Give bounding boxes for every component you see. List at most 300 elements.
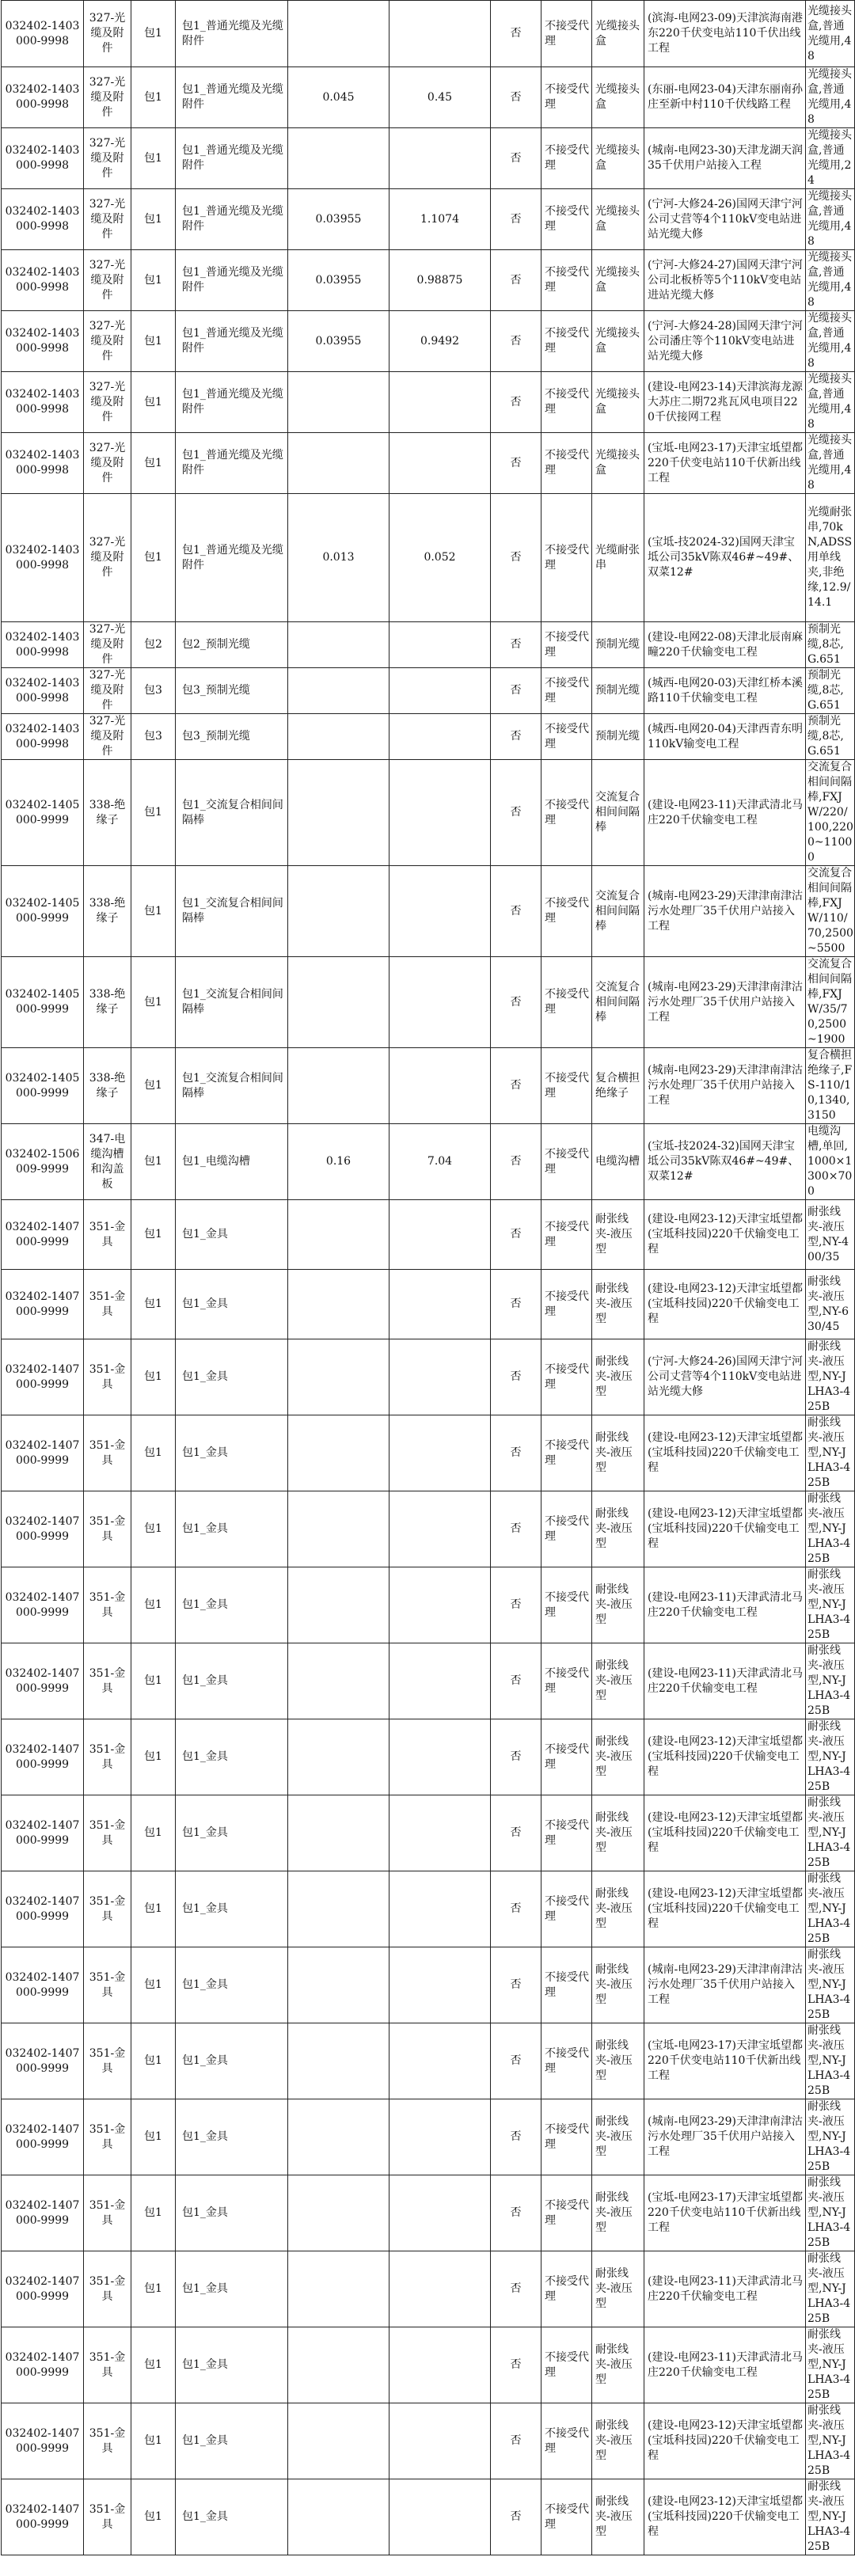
cell-itemtype: 耐张线夹-液压型: [592, 2403, 644, 2479]
cell-pkg: 包1_金具: [176, 2251, 288, 2327]
cell-flag: 否: [491, 2023, 542, 2099]
cell-project: (宝坻-电网23-17)天津宝坻望都220千伏变电站110千伏新出线工程: [644, 2175, 806, 2251]
cell-method: 不接受代理: [542, 1871, 592, 1947]
cell-code: 032402-1405000-9999: [2, 1048, 84, 1124]
cell-code: 032402-1407000-9999: [2, 2099, 84, 2175]
cell-flag: 否: [491, 1415, 542, 1491]
cell-project: (城南-电网23-29)天津津南津沽污水处理厂35千伏用户站接入工程: [644, 2099, 806, 2175]
cell-itemtype: 光缆接头盒: [592, 67, 644, 128]
cell-spec: 光缆接头盒,普通光缆用,48: [806, 1, 855, 67]
cell-code: 032402-1407000-9999: [2, 2479, 84, 2555]
cell-spec: 耐张线夹-液压型,NY-400/35: [806, 1200, 855, 1270]
cell-project: (城西-电网20-04)天津西青东明110kV输变电工程: [644, 714, 806, 760]
cell-q2: [390, 1200, 491, 1270]
cell-bao: 包1: [131, 1048, 176, 1124]
cell-name: 351-金具: [84, 1643, 131, 1719]
cell-name: 327-光缆及附件: [84, 668, 131, 714]
cell-method: 不接受代理: [542, 1947, 592, 2023]
cell-method: 不接受代理: [542, 1643, 592, 1719]
cell-q2: [390, 1871, 491, 1947]
cell-flag: 否: [491, 1947, 542, 2023]
cell-flag: 否: [491, 2327, 542, 2403]
cell-q1: [288, 2251, 390, 2327]
cell-method: 不接受代理: [542, 372, 592, 433]
cell-spec: 耐张线夹-液压型,NY-JLHA3-425B: [806, 2023, 855, 2099]
cell-method: 不接受代理: [542, 1, 592, 67]
cell-itemtype: 光缆接头盒: [592, 1, 644, 67]
cell-bao: 包1: [131, 250, 176, 311]
cell-q1: [288, 622, 390, 668]
cell-pkg: 包1_普通光缆及光缆附件: [176, 433, 288, 494]
cell-q2: [390, 622, 491, 668]
cell-itemtype: 光缆接头盒: [592, 250, 644, 311]
cell-q2: [390, 714, 491, 760]
cell-itemtype: 耐张线夹-液压型: [592, 1719, 644, 1795]
table-row: [2, 622, 855, 668]
cell-bao: 包1: [131, 2251, 176, 2327]
cell-itemtype: 光缆接头盒: [592, 311, 644, 372]
cell-code: 032402-1403000-9998: [2, 67, 84, 128]
cell-spec: 光缆接头盒,普通光缆用,48: [806, 433, 855, 494]
cell-q1: [288, 372, 390, 433]
cell-name: 351-金具: [84, 2175, 131, 2251]
cell-method: 不接受代理: [542, 2251, 592, 2327]
cell-pkg: 包1_金具: [176, 1200, 288, 1270]
cell-project: (宁河-大修24-26)国网天津宁河公司丈营等4个110kV变电站进站光缆大修: [644, 1339, 806, 1415]
cell-q1: [288, 1947, 390, 2023]
cell-name: 338-绝缘子: [84, 760, 131, 866]
table-row: [2, 250, 855, 311]
cell-name: 327-光缆及附件: [84, 1, 131, 67]
cell-q2: [390, 128, 491, 189]
cell-flag: 否: [491, 1, 542, 67]
cell-pkg: 包1_金具: [176, 1415, 288, 1491]
cell-name: 327-光缆及附件: [84, 311, 131, 372]
cell-code: 032402-1407000-9999: [2, 2023, 84, 2099]
cell-code: 032402-1407000-9999: [2, 2175, 84, 2251]
cell-itemtype: 耐张线夹-液压型: [592, 1270, 644, 1339]
cell-itemtype: 耐张线夹-液压型: [592, 2099, 644, 2175]
cell-code: 032402-1407000-9999: [2, 2251, 84, 2327]
cell-name: 351-金具: [84, 1567, 131, 1643]
cell-code: 032402-1403000-9998: [2, 433, 84, 494]
cell-name: 351-金具: [84, 2251, 131, 2327]
cell-q1: 0.03955: [288, 311, 390, 372]
cell-pkg: 包1_交流复合相间间隔棒: [176, 760, 288, 866]
cell-method: 不接受代理: [542, 2175, 592, 2251]
cell-spec: 耐张线夹-液压型,NY-JLHA3-425B: [806, 1947, 855, 2023]
cell-bao: 包1: [131, 433, 176, 494]
cell-method: 不接受代理: [542, 1270, 592, 1339]
table-row: [2, 668, 855, 714]
cell-bao: 包1: [131, 2023, 176, 2099]
cell-pkg: 包1_普通光缆及光缆附件: [176, 311, 288, 372]
cell-pkg: 包3_预制光缆: [176, 668, 288, 714]
cell-q1: [288, 1200, 390, 1270]
cell-spec: 耐张线夹-液压型,NY-JLHA3-425B: [806, 2175, 855, 2251]
table-row: [2, 1200, 855, 1270]
table-row: [2, 1871, 855, 1947]
cell-project: (滨海-电网23-09)天津滨海南港东220千伏变电站110千伏出线工程: [644, 1, 806, 67]
cell-spec: 耐张线夹-液压型,NY-JLHA3-425B: [806, 2403, 855, 2479]
cell-name: 327-光缆及附件: [84, 372, 131, 433]
table-row: [2, 1719, 855, 1795]
cell-pkg: 包1_电缆沟槽: [176, 1124, 288, 1200]
cell-itemtype: 耐张线夹-液压型: [592, 1871, 644, 1947]
cell-itemtype: 耐张线夹-液压型: [592, 1339, 644, 1415]
cell-q1: [288, 1270, 390, 1339]
cell-name: 351-金具: [84, 1719, 131, 1795]
cell-project: (建设-电网23-12)天津宝坻望都(宝坻科技园)220千伏输变电工程: [644, 1795, 806, 1871]
cell-method: 不接受代理: [542, 250, 592, 311]
cell-q1: 0.045: [288, 67, 390, 128]
cell-method: 不接受代理: [542, 957, 592, 1048]
table-row: [2, 1048, 855, 1124]
table-row: [2, 714, 855, 760]
cell-name: 351-金具: [84, 2327, 131, 2403]
cell-bao: 包1: [131, 372, 176, 433]
cell-q1: [288, 433, 390, 494]
cell-pkg: 包1_交流复合相间间隔棒: [176, 1048, 288, 1124]
cell-q1: [288, 1, 390, 67]
cell-itemtype: 耐张线夹-液压型: [592, 2023, 644, 2099]
cell-q1: [288, 668, 390, 714]
cell-method: 不接受代理: [542, 433, 592, 494]
cell-pkg: 包1_普通光缆及光缆附件: [176, 494, 288, 622]
cell-name: 351-金具: [84, 1200, 131, 1270]
cell-name: 327-光缆及附件: [84, 128, 131, 189]
cell-q2: [390, 2479, 491, 2555]
cell-method: 不接受代理: [542, 714, 592, 760]
cell-q1: [288, 866, 390, 957]
cell-bao: 包1: [131, 1339, 176, 1415]
cell-code: 032402-1407000-9999: [2, 1947, 84, 2023]
cell-pkg: 包1_金具: [176, 2175, 288, 2251]
cell-spec: 光缆接头盒,普通光缆用,24: [806, 128, 855, 189]
table-row: [2, 67, 855, 128]
cell-q2: [390, 1270, 491, 1339]
cell-code: 032402-1405000-9999: [2, 957, 84, 1048]
cell-project: (建设-电网23-12)天津宝坻望都(宝坻科技园)220千伏输变电工程: [644, 1415, 806, 1491]
cell-flag: 否: [491, 311, 542, 372]
cell-flag: 否: [491, 2251, 542, 2327]
cell-name: 327-光缆及附件: [84, 494, 131, 622]
cell-q2: [390, 1947, 491, 2023]
cell-bao: 包1: [131, 2099, 176, 2175]
cell-bao: 包1: [131, 494, 176, 622]
cell-pkg: 包1_金具: [176, 1491, 288, 1567]
cell-q2: [390, 2023, 491, 2099]
cell-flag: 否: [491, 1567, 542, 1643]
cell-code: 032402-1506009-9999: [2, 1124, 84, 1200]
cell-spec: 电缆沟槽,单回,1000×1300×700: [806, 1124, 855, 1200]
cell-bao: 包1: [131, 1871, 176, 1947]
cell-itemtype: 预制光缆: [592, 714, 644, 760]
table-row: [2, 1, 855, 67]
cell-project: (建设-电网23-12)天津宝坻望都(宝坻科技园)220千伏输变电工程: [644, 1491, 806, 1567]
cell-itemtype: 耐张线夹-液压型: [592, 1643, 644, 1719]
cell-bao: 包3: [131, 714, 176, 760]
cell-q2: 7.04: [390, 1124, 491, 1200]
cell-method: 不接受代理: [542, 189, 592, 250]
cell-code: 032402-1407000-9999: [2, 1719, 84, 1795]
cell-name: 338-绝缘子: [84, 957, 131, 1048]
cell-itemtype: 交流复合相间间隔棒: [592, 760, 644, 866]
cell-method: 不接受代理: [542, 2327, 592, 2403]
table-row: [2, 1339, 855, 1415]
cell-bao: 包1: [131, 2403, 176, 2479]
cell-code: 032402-1407000-9999: [2, 2327, 84, 2403]
cell-code: 032402-1407000-9999: [2, 1795, 84, 1871]
cell-name: 351-金具: [84, 1339, 131, 1415]
cell-spec: 耐张线夹-液压型,NY-JLHA3-425B: [806, 2099, 855, 2175]
cell-itemtype: 耐张线夹-液压型: [592, 1947, 644, 2023]
cell-name: 338-绝缘子: [84, 1048, 131, 1124]
table-row: [2, 189, 855, 250]
cell-code: 032402-1405000-9999: [2, 866, 84, 957]
cell-project: (宁河-大修24-26)国网天津宁河公司丈营等4个110kV变电站进站光缆大修: [644, 189, 806, 250]
cell-code: 032402-1405000-9999: [2, 760, 84, 866]
cell-code: 032402-1407000-9999: [2, 1871, 84, 1947]
cell-pkg: 包1_金具: [176, 2327, 288, 2403]
cell-q2: 0.45: [390, 67, 491, 128]
cell-spec: 预制光缆,8芯,G.651: [806, 668, 855, 714]
cell-q2: [390, 2251, 491, 2327]
table-row: [2, 1947, 855, 2023]
cell-q1: [288, 2403, 390, 2479]
cell-flag: 否: [491, 433, 542, 494]
cell-flag: 否: [491, 2403, 542, 2479]
cell-spec: 耐张线夹-液压型,NY-JLHA3-425B: [806, 2251, 855, 2327]
table-row: [2, 866, 855, 957]
cell-flag: 否: [491, 622, 542, 668]
cell-itemtype: 光缆接头盒: [592, 433, 644, 494]
cell-code: 032402-1407000-9999: [2, 2403, 84, 2479]
cell-method: 不接受代理: [542, 67, 592, 128]
cell-itemtype: 耐张线夹-液压型: [592, 1567, 644, 1643]
cell-pkg: 包1_金具: [176, 1567, 288, 1643]
cell-spec: 耐张线夹-液压型,NY-JLHA3-425B: [806, 1719, 855, 1795]
cell-bao: 包1: [131, 1947, 176, 2023]
cell-bao: 包1: [131, 2327, 176, 2403]
cell-name: 351-金具: [84, 2099, 131, 2175]
cell-code: 032402-1403000-9998: [2, 622, 84, 668]
cell-flag: 否: [491, 128, 542, 189]
table-row: [2, 128, 855, 189]
cell-method: 不接受代理: [542, 1795, 592, 1871]
cell-bao: 包1: [131, 1643, 176, 1719]
cell-bao: 包1: [131, 311, 176, 372]
cell-itemtype: 耐张线夹-液压型: [592, 2479, 644, 2555]
cell-bao: 包1: [131, 1, 176, 67]
table-row: [2, 2175, 855, 2251]
cell-flag: 否: [491, 1795, 542, 1871]
cell-name: 327-光缆及附件: [84, 622, 131, 668]
cell-method: 不接受代理: [542, 2023, 592, 2099]
cell-itemtype: 光缆接头盒: [592, 128, 644, 189]
cell-spec: 耐张线夹-液压型,NY-JLHA3-425B: [806, 2479, 855, 2555]
procurement-table: [1, 0, 855, 2555]
cell-project: (建设-电网23-12)天津宝坻望都(宝坻科技园)220千伏输变电工程: [644, 2403, 806, 2479]
cell-spec: 交流复合相间间隔棒,FXJW/110/70,2500~5500: [806, 866, 855, 957]
cell-q2: [390, 1415, 491, 1491]
table-row: [2, 494, 855, 622]
cell-method: 不接受代理: [542, 128, 592, 189]
cell-spec: 复合横担绝缘子,FS-110/10,1340,3150: [806, 1048, 855, 1124]
cell-method: 不接受代理: [542, 311, 592, 372]
cell-project: (宝坻-技2024-32)国网天津宝坻公司35kV陈双46#~49#、双菜12#: [644, 1124, 806, 1200]
cell-pkg: 包1_金具: [176, 1719, 288, 1795]
cell-q1: [288, 1491, 390, 1567]
cell-spec: 光缆接头盒,普通光缆用,48: [806, 372, 855, 433]
cell-bao: 包1: [131, 1200, 176, 1270]
cell-itemtype: 耐张线夹-液压型: [592, 1200, 644, 1270]
cell-project: (建设-电网23-11)天津武清北马庄220千伏输变电工程: [644, 1567, 806, 1643]
cell-name: 351-金具: [84, 1415, 131, 1491]
cell-bao: 包1: [131, 1795, 176, 1871]
cell-spec: 耐张线夹-液压型,NY-JLHA3-425B: [806, 2327, 855, 2403]
cell-flag: 否: [491, 494, 542, 622]
cell-q1: [288, 128, 390, 189]
table-row: [2, 1643, 855, 1719]
cell-spec: 交流复合相间间隔棒,FXJW/35/70,2500~1900: [806, 957, 855, 1048]
table-row: [2, 2327, 855, 2403]
table-row: [2, 372, 855, 433]
cell-project: (建设-电网23-12)天津宝坻望都(宝坻科技园)220千伏输变电工程: [644, 1270, 806, 1339]
cell-q1: [288, 760, 390, 866]
cell-method: 不接受代理: [542, 1491, 592, 1567]
cell-pkg: 包1_金具: [176, 1270, 288, 1339]
cell-project: (宁河-大修24-28)国网天津宁河公司潘庄等个110kV变电站进站光缆大修: [644, 311, 806, 372]
cell-name: 327-光缆及附件: [84, 189, 131, 250]
cell-q2: [390, 2327, 491, 2403]
cell-q2: [390, 1339, 491, 1415]
cell-q1: [288, 1567, 390, 1643]
cell-spec: 光缆接头盒,普通光缆用,48: [806, 250, 855, 311]
cell-pkg: 包1_金具: [176, 2403, 288, 2479]
table-row: [2, 1124, 855, 1200]
cell-q2: [390, 2175, 491, 2251]
cell-bao: 包1: [131, 1415, 176, 1491]
cell-name: 351-金具: [84, 2023, 131, 2099]
table-row: [2, 1491, 855, 1567]
cell-itemtype: 耐张线夹-液压型: [592, 1491, 644, 1567]
cell-pkg: 包1_金具: [176, 2099, 288, 2175]
cell-itemtype: 电缆沟槽: [592, 1124, 644, 1200]
cell-name: 351-金具: [84, 1491, 131, 1567]
cell-pkg: 包1_普通光缆及光缆附件: [176, 67, 288, 128]
cell-name: 351-金具: [84, 1270, 131, 1339]
cell-pkg: 包3_预制光缆: [176, 714, 288, 760]
table-row: [2, 1415, 855, 1491]
cell-q2: [390, 372, 491, 433]
cell-project: (城南-电网23-29)天津津南津沽污水处理厂35千伏用户站接入工程: [644, 1048, 806, 1124]
cell-bao: 包1: [131, 2175, 176, 2251]
cell-flag: 否: [491, 760, 542, 866]
table-row: [2, 957, 855, 1048]
cell-project: (建设-电网23-11)天津武清北马庄220千伏输变电工程: [644, 2251, 806, 2327]
cell-pkg: 包2_预制光缆: [176, 622, 288, 668]
table-row: [2, 311, 855, 372]
cell-spec: 耐张线夹-液压型,NY-JLHA3-425B: [806, 1567, 855, 1643]
cell-pkg: 包1_普通光缆及光缆附件: [176, 128, 288, 189]
cell-q2: [390, 1567, 491, 1643]
cell-name: 347-电缆沟槽和沟盖板: [84, 1124, 131, 1200]
cell-code: 032402-1403000-9998: [2, 311, 84, 372]
cell-method: 不接受代理: [542, 1415, 592, 1491]
table-row: [2, 1795, 855, 1871]
cell-flag: 否: [491, 372, 542, 433]
cell-q2: [390, 2099, 491, 2175]
cell-flag: 否: [491, 2479, 542, 2555]
cell-q2: [390, 1795, 491, 1871]
cell-itemtype: 耐张线夹-液压型: [592, 2327, 644, 2403]
cell-spec: 光缆接头盒,普通光缆用,48: [806, 311, 855, 372]
cell-q1: [288, 1048, 390, 1124]
cell-bao: 包1: [131, 67, 176, 128]
cell-spec: 耐张线夹-液压型,NY-JLHA3-425B: [806, 1415, 855, 1491]
cell-project: (宝坻-电网23-17)天津宝坻望都220千伏变电站110千伏新出线工程: [644, 2023, 806, 2099]
cell-project: (建设-电网23-12)天津宝坻望都(宝坻科技园)220千伏输变电工程: [644, 1719, 806, 1795]
cell-q1: 0.03955: [288, 250, 390, 311]
cell-bao: 包1: [131, 1270, 176, 1339]
cell-q2: [390, 1643, 491, 1719]
cell-q1: [288, 714, 390, 760]
cell-code: 032402-1407000-9999: [2, 1270, 84, 1339]
cell-project: (宝坻-电网23-17)天津宝坻望都220千伏变电站110千伏新出线工程: [644, 433, 806, 494]
cell-name: 351-金具: [84, 2403, 131, 2479]
cell-method: 不接受代理: [542, 494, 592, 622]
cell-project: (建设-电网23-11)天津武清北马庄220千伏输变电工程: [644, 2327, 806, 2403]
cell-q2: [390, 1048, 491, 1124]
cell-method: 不接受代理: [542, 2099, 592, 2175]
table-row: [2, 2099, 855, 2175]
cell-pkg: 包1_金具: [176, 1643, 288, 1719]
cell-flag: 否: [491, 1270, 542, 1339]
cell-pkg: 包1_交流复合相间间隔棒: [176, 957, 288, 1048]
cell-q2: [390, 1719, 491, 1795]
cell-flag: 否: [491, 250, 542, 311]
cell-bao: 包1: [131, 1491, 176, 1567]
table-row: [2, 760, 855, 866]
cell-bao: 包1: [131, 2479, 176, 2555]
cell-spec: 耐张线夹-液压型,NY-JLHA3-425B: [806, 1871, 855, 1947]
cell-project: (建设-电网23-14)天津滨海龙源大苏庄二期72兆瓦风电项目220千伏接网工程: [644, 372, 806, 433]
cell-method: 不接受代理: [542, 1567, 592, 1643]
cell-code: 032402-1403000-9998: [2, 1, 84, 67]
cell-project: (城南-电网23-30)天津龙湖天润35千伏用户站接入工程: [644, 128, 806, 189]
cell-name: 351-金具: [84, 1795, 131, 1871]
cell-method: 不接受代理: [542, 622, 592, 668]
cell-code: 032402-1407000-9999: [2, 1491, 84, 1567]
cell-bao: 包1: [131, 1124, 176, 1200]
table-row: [2, 2403, 855, 2479]
cell-bao: 包2: [131, 622, 176, 668]
cell-name: 351-金具: [84, 2479, 131, 2555]
cell-project: (建设-电网23-12)天津宝坻望都(宝坻科技园)220千伏输变电工程: [644, 1871, 806, 1947]
cell-spec: 耐张线夹-液压型,NY-JLHA3-425B: [806, 1643, 855, 1719]
cell-flag: 否: [491, 2175, 542, 2251]
cell-bao: 包1: [131, 1719, 176, 1795]
table-row: [2, 1567, 855, 1643]
cell-code: 032402-1407000-9999: [2, 1643, 84, 1719]
cell-code: 032402-1403000-9998: [2, 668, 84, 714]
cell-itemtype: 光缆接头盒: [592, 189, 644, 250]
cell-flag: 否: [491, 1048, 542, 1124]
cell-flag: 否: [491, 1491, 542, 1567]
cell-q2: 0.052: [390, 494, 491, 622]
cell-pkg: 包1_交流复合相间间隔棒: [176, 866, 288, 957]
